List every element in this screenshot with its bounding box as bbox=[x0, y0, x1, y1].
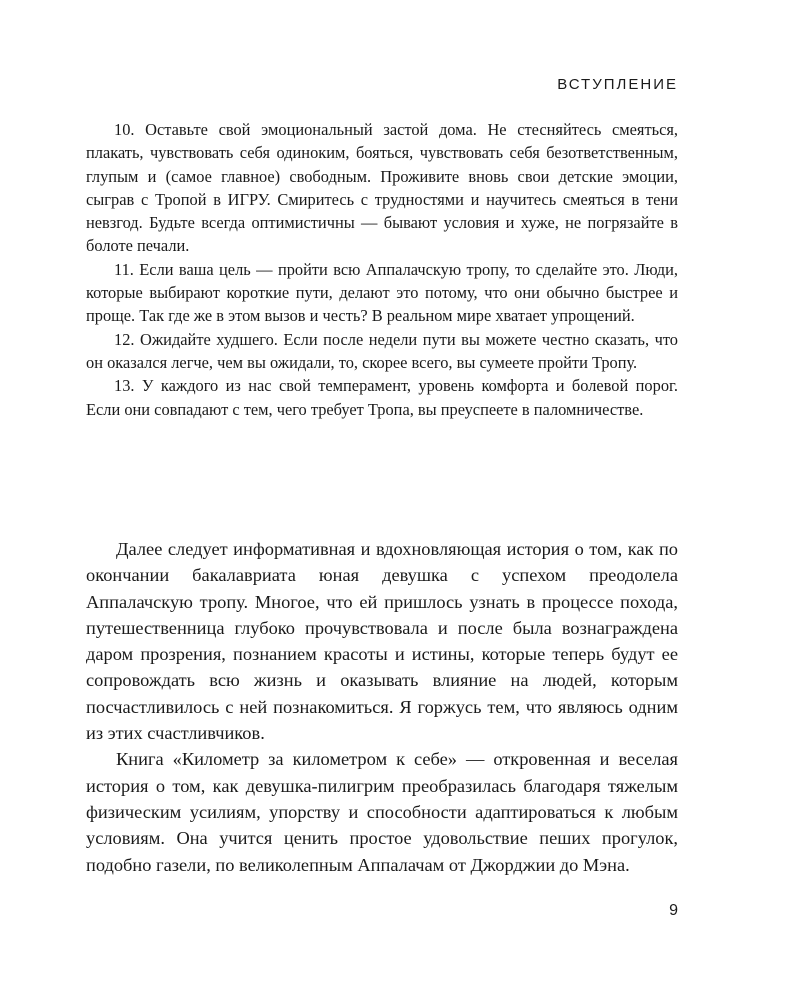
tip-item-12: 12. Ожидайте худшего. Если после недели пути вы можете честно сказать, что он оказался легче, чем вы ожидали, то, скорее всего, вы сумеете пройти Тропу. bbox=[86, 329, 678, 372]
page-number: 9 bbox=[669, 902, 678, 919]
running-head: ВСТУПЛЕНИЕ bbox=[557, 76, 678, 93]
body-paragraph: Далее следует информативная и вдохновляющая история о том, как по окончании бакалавриата юная девушка с успехом преодолела Аппалачскую тропу. Многое, что ей пришлось узнать в процессе похода, путешественница глубоко прочувствовала и после была вознаграждена даром прозрения, познанием красоты и истины, которые теперь будут ее сопровождать всю жизнь и оказывать влияние на людей, которым посчастливилось с ней познакомиться. Я горжусь тем, что являюсь одним из этих счастливчиков. bbox=[86, 539, 678, 744]
tip-item-10: 10. Оставьте свой эмоциональный застой дома. Не стесняйтесь смеяться, плакать, чувствовать себя одиноким, бояться, чувствовать себя безответственным, глупым и (самое главное) свободным. Проживите вновь свои детские эмоции, сыграв с Тропой в ИГРУ. Смиритесь с трудностями и научитесь смеяться в тени невзгод. Будьте всегда оптимистичны — бывают условия и хуже, не погрязайте в болоте печали. bbox=[86, 120, 678, 256]
tip-item-13: 13. У каждого из нас свой темперамент, уровень комфорта и болевой порог. Если они совпадают с тем, чего требует Тропа, вы преуспеете в паломничестве. bbox=[86, 376, 678, 419]
body-text bbox=[86, 536, 678, 878]
tip-item-11: 11. Если ваша цель — пройти всю Аппалачскую тропу, то сделайте это. Люди, которые выбирают короткие пути, делают это потому, что они обычно быстрее и проще. Так где же в этом вызов и честь? В реальном мире хватает упрощений. bbox=[86, 259, 678, 326]
body-paragraph: Книга «Километр за километром к себе» — откровенная и веселая история о том, как девушка-пилигрим преобразилась благодаря тяжелым физическим усилиям, упорству и способности адаптироваться к любым условиям. Она учится ценить простое удовольствие пеших прогулок, подобно газели, по великолепным Аппалачам от Джорджии до Мэна. bbox=[86, 749, 678, 875]
numbered-tips bbox=[86, 118, 678, 421]
